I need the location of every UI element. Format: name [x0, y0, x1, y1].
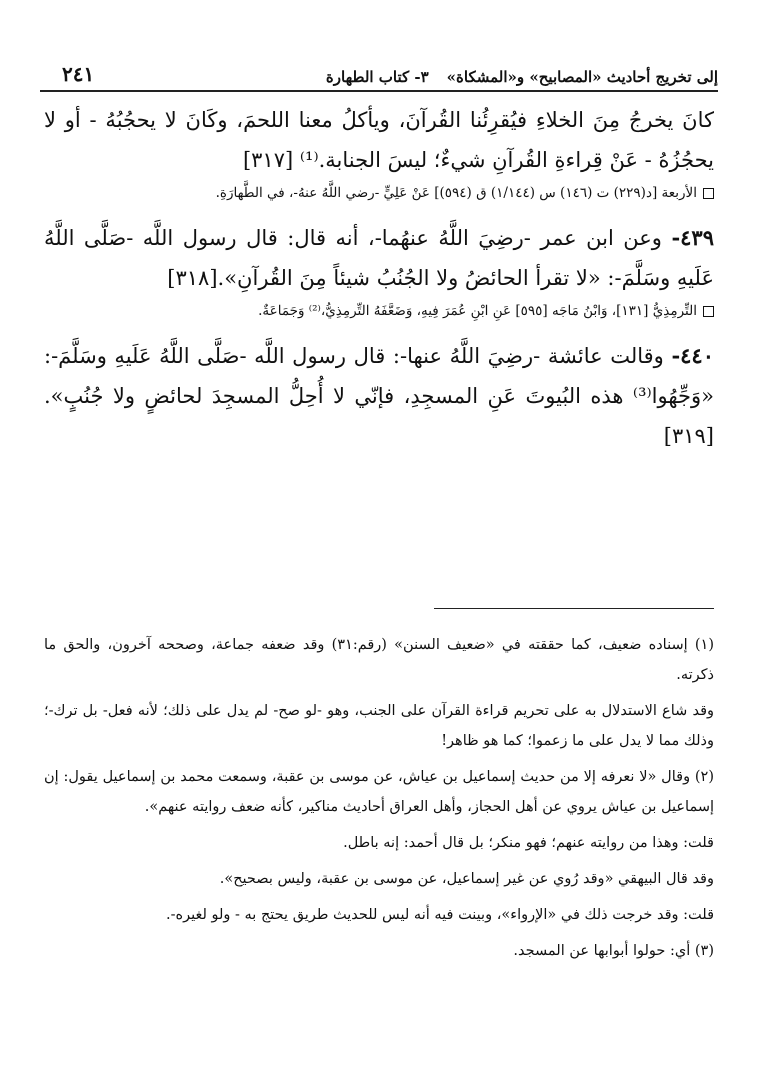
hadith-number: ٤٣٩- — [671, 225, 714, 250]
hadith-source: الأربعة [د(٢٢٩) ت (١٤٦) س (١/١٤٤) ق (٥٩٤)] عَنْ عَلِيٍّ -رضي اللَّهُ عنهُ-، في الطَّهارَةِ. — [44, 182, 714, 204]
header-titles — [326, 68, 718, 86]
square-icon — [703, 306, 714, 317]
running-header — [40, 52, 718, 92]
square-icon — [703, 188, 714, 199]
footnote: (١) إسناده ضعيف، كما حققته في «ضعيف السنن» (رقم:٣١) وقد ضعفه جماعة، وصححه آخرون، والحق ما ذكرته. — [44, 637, 714, 683]
hadith-section — [44, 100, 714, 456]
footnote: قلت: وقد خرجت ذلك في «الإرواء»، وبينت فيه أنه ليس للحديث طريق يحتج به - ولو لغيره-. — [166, 907, 714, 923]
footnote: قلت: وهذا من روايته عنهم؛ فهو منكر؛ بل قال أحمد: إنه باطل. — [343, 835, 714, 851]
footnote: وقد قال البيهقي «وقد رُوي عن غير إسماعيل، عن موسى بن عقبة، وليس بصحيح». — [219, 871, 714, 887]
chapter-title: ٣- كتاب الطهارة — [325, 68, 429, 86]
footnote: (٢) وقال «لا نعرفه إلا من حديث إسماعيل بن عياش، عن موسى بن عقبة، وسمعت محمد بن إسماعيل يقول: إن إسماعيل بن عياش يروي عن أهل الحجاز، وأهل العراق أحاديث مناكير، كأنه ضعف روايته عنهم». — [44, 769, 714, 815]
footnote: وقد شاع الاستدلال به على تحريم قراءة القرآن على الجنب، وهو -لو صح- لم يدل على ذلك؛ لأنه فعل- بل ترك-؛ وذلك مما لا يدل على ما زعموا؛ كما هو ظاهر! — [44, 703, 714, 749]
footnote-divider — [434, 608, 714, 609]
hadith-text: كانَ يخرجُ مِنَ الخلاءِ فيُقرِئُنا القُرآنَ، ويأكلُ معنا اللحمَ، وكَانَ لا يحجُبُهُ - أو لا يحجُزُهُ - عَنْ قِراءةِ القُرآنِ شيءٌ؛ ليسَ الجنابة.⁽¹⁾ [٣١٧] — [44, 108, 714, 172]
hadith-text: ٤٤٠- وقالت عائشة -رضِيَ اللَّهُ عنها-: قال رسول اللَّه -صَلَّى اللَّهُ عَلَيهِ وسَلَّمَ-: «وَجِّهُوا⁽³⁾ هذه البُيوتَ عَنِ المسجِدِ، فإنّي لا أُحِلُّ المسجِدَ لحائضٍ ولا جُنُبٍ».[٣١٩] — [44, 343, 714, 448]
page-number: ٢٤١ — [62, 62, 95, 86]
hadith-text: ٤٣٩- وعن ابن عمر -رضِيَ اللَّهُ عنهُما-، أنه قال: قال رسول اللَّه -صَلَّى اللَّهُ عَلَيهِ وسَلَّمَ-: «لا تقرأ الحائضُ ولا الجُنُبُ شيئاً مِنَ القُرآنِ».[٣١٨] — [44, 225, 714, 290]
hadith-number: ٤٤٠- — [671, 343, 714, 368]
hadith-source: التِّرمِذِيُّ [١٣١]، وَابْنُ مَاجَه [٥٩٥] عَنِ ابْنِ عُمَرَ فِيهِ، وَضَعَّفَهُ التِّرمِذِيُّ،⁽²⁾ وَجَمَاعَةٌ. — [44, 300, 714, 322]
book-title: إلى تخريج أحاديث «المصابيح» و«المشكاة» — [446, 68, 718, 86]
footnotes — [44, 630, 714, 972]
footnote: (٣) أي: حولوا أبوابها عن المسجد. — [513, 943, 714, 959]
